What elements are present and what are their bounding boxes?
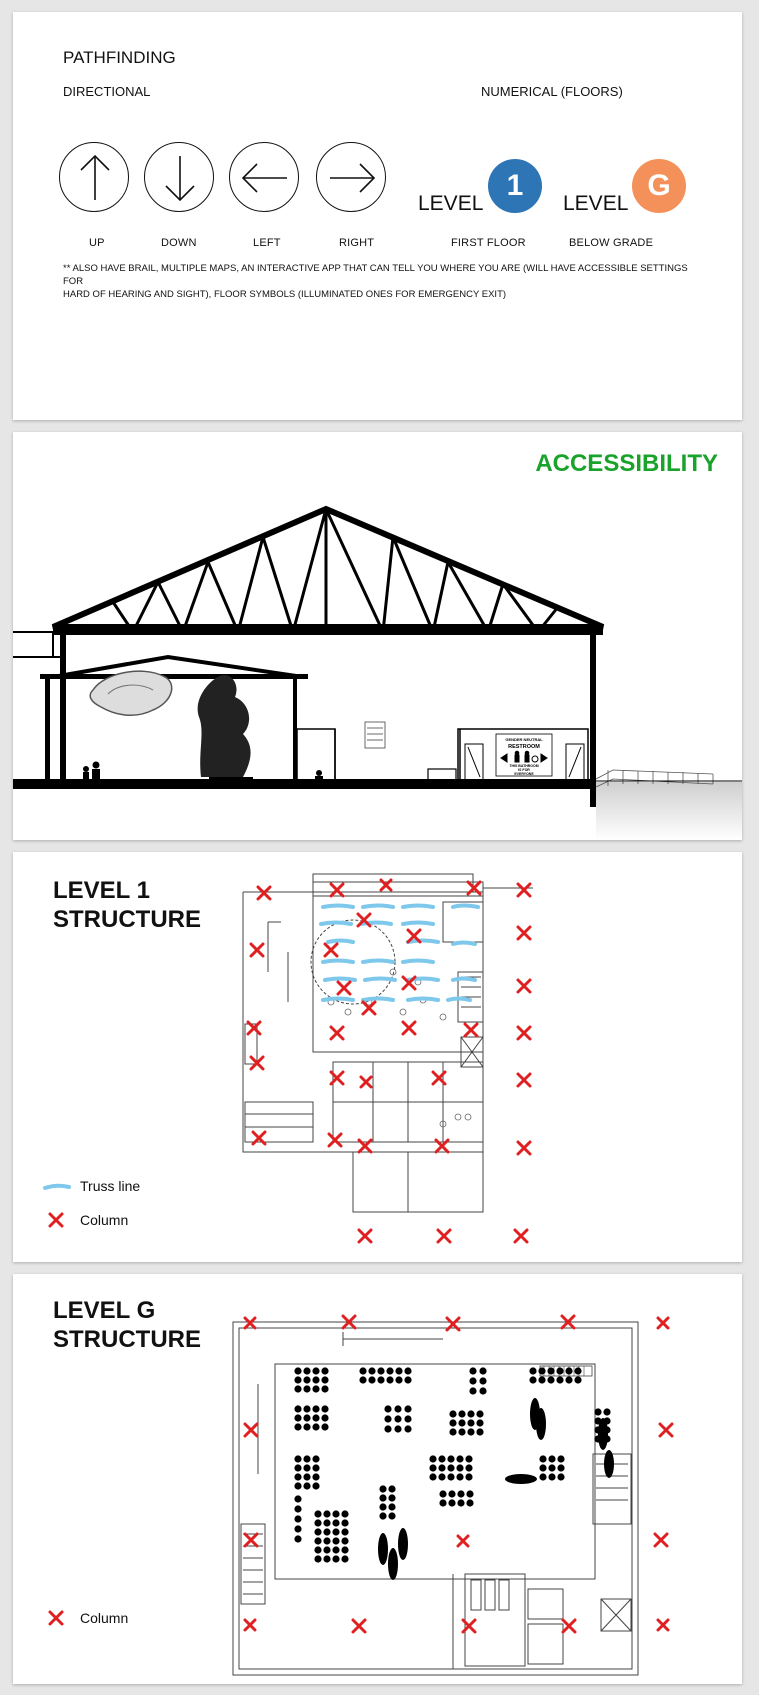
seat-dot <box>386 1367 393 1374</box>
seat-dot <box>465 1473 472 1480</box>
seat-dot <box>321 1405 328 1412</box>
seat-dot <box>321 1367 328 1374</box>
seat-dot <box>439 1490 446 1497</box>
slide-accessibility <box>13 432 742 840</box>
seat-dot <box>294 1473 301 1480</box>
seat-dot <box>341 1555 348 1562</box>
arrow-up-icon <box>59 142 129 212</box>
legend-column-label: Column <box>80 1212 129 1228</box>
seat-dot <box>539 1455 546 1462</box>
seat-dot <box>557 1473 564 1480</box>
seat-dot <box>538 1367 545 1374</box>
seat-dot <box>594 1408 601 1415</box>
seat-dot <box>294 1535 301 1542</box>
seat-dot <box>314 1555 321 1562</box>
seat-dot <box>456 1473 463 1480</box>
seat-dot <box>467 1419 474 1426</box>
seat-dot <box>314 1537 321 1544</box>
seat-dot <box>294 1505 301 1512</box>
seat-dot <box>323 1546 330 1553</box>
seat-dot <box>458 1419 465 1426</box>
seat-dot <box>404 1405 411 1412</box>
seat-dot <box>539 1473 546 1480</box>
seat-dot <box>294 1455 301 1462</box>
seat-dot <box>448 1499 455 1506</box>
level-word-g: LEVEL <box>563 192 629 215</box>
seat-dot <box>384 1425 391 1432</box>
seat-dot <box>439 1499 446 1506</box>
arrow-caption-right: RIGHT <box>339 237 375 249</box>
level-word-1: LEVEL <box>418 192 484 215</box>
seat-dot <box>557 1455 564 1462</box>
sign-line-2: RESTROOM <box>508 744 540 750</box>
seat-dot <box>547 1367 554 1374</box>
seat-dot <box>359 1376 366 1383</box>
arrow-caption-down: DOWN <box>161 237 197 249</box>
seat-dot <box>529 1376 536 1383</box>
seat-dot <box>565 1367 572 1374</box>
seat-dot <box>294 1405 301 1412</box>
sign-line-5: EVERYONE <box>514 772 534 776</box>
seat-dot <box>321 1385 328 1392</box>
seat-dot <box>312 1414 319 1421</box>
seat-dot <box>321 1414 328 1421</box>
seat-dot <box>466 1499 473 1506</box>
seat-dot <box>303 1405 310 1412</box>
seat-dot <box>332 1510 339 1517</box>
seat-dot <box>303 1473 310 1480</box>
sign-line-4: IS FOR <box>518 768 530 772</box>
seat-dot <box>341 1510 348 1517</box>
seat-dot <box>556 1367 563 1374</box>
seat-dot <box>359 1367 366 1374</box>
seat-dot <box>394 1425 401 1432</box>
seat-dot <box>469 1387 476 1394</box>
seat-dot <box>469 1377 476 1384</box>
seat-dot <box>456 1455 463 1462</box>
seat-dot <box>294 1464 301 1471</box>
seat-dot <box>312 1464 319 1471</box>
accessibility-title: ACCESSIBILITY <box>535 450 718 477</box>
seat-dot <box>476 1428 483 1435</box>
seat-dot <box>467 1410 474 1417</box>
seat-dot <box>323 1528 330 1535</box>
seat-dot <box>395 1376 402 1383</box>
level1-floor-plan <box>13 852 742 1262</box>
arrow-caption-left: LEFT <box>253 237 281 249</box>
seat-dot <box>377 1376 384 1383</box>
slide-title: PATHFINDING <box>63 48 176 67</box>
seat-dot <box>384 1405 391 1412</box>
seat-dot <box>404 1367 411 1374</box>
seat-dot <box>479 1367 486 1374</box>
seat-dot <box>314 1546 321 1553</box>
seat-dot <box>388 1512 395 1519</box>
seat-dot <box>379 1503 386 1510</box>
arrow-left-icon <box>229 142 299 212</box>
slide-levelg-structure <box>13 1274 742 1684</box>
seat-dot <box>449 1410 456 1417</box>
title-line-1: LEVEL 1 <box>53 877 150 904</box>
seat-dot <box>457 1499 464 1506</box>
seat-dot <box>323 1537 330 1544</box>
seat-dot <box>314 1519 321 1526</box>
seat-dot <box>449 1428 456 1435</box>
seat-dot <box>294 1482 301 1489</box>
seat-dot <box>332 1528 339 1535</box>
seat-dot <box>529 1367 536 1374</box>
column-legend-icon <box>50 1612 62 1624</box>
seat-dot <box>388 1494 395 1501</box>
directional-heading: DIRECTIONAL <box>63 84 151 99</box>
seat-dot <box>447 1473 454 1480</box>
seat-dot <box>557 1464 564 1471</box>
numerical-heading: NUMERICAL (FLOORS) <box>481 84 623 99</box>
seat-dot <box>341 1537 348 1544</box>
sign-line-3: THIS BATHROOM <box>509 764 539 768</box>
note-line-2: HARD OF HEARING AND SIGHT), FLOOR SYMBOLS (ILLUMINATED ONES FOR EMERGENCY EXIT) <box>63 289 507 300</box>
seat-dot <box>476 1410 483 1417</box>
seat-dot <box>312 1482 319 1489</box>
seat-dot <box>574 1376 581 1383</box>
seat-dot <box>394 1405 401 1412</box>
seat-dot <box>467 1428 474 1435</box>
seat-dot <box>548 1455 555 1462</box>
seat-dot <box>341 1528 348 1535</box>
seat-dot <box>466 1490 473 1497</box>
seat-dot <box>429 1473 436 1480</box>
seat-dot <box>323 1510 330 1517</box>
seat-dot <box>379 1512 386 1519</box>
arrow-right-icon <box>316 142 386 212</box>
seat-dot <box>456 1464 463 1471</box>
note-line-1: ** ALSO HAVE BRAIL, MULTIPLE MAPS, AN INTERACTIVE APP THAT CAN TELL YOU WHERE YOU ARE (WILL HAVE ACCESSIBLE SETTINGS FOR <box>63 263 688 287</box>
seat-dot <box>448 1490 455 1497</box>
seat-dot <box>469 1367 476 1374</box>
seat-dot <box>404 1425 411 1432</box>
seat-dot <box>458 1410 465 1417</box>
seat-dot <box>404 1376 411 1383</box>
seat-dot <box>303 1423 310 1430</box>
seat-dot <box>548 1473 555 1480</box>
seat-dot <box>565 1376 572 1383</box>
truss-legend-swatch <box>45 1186 69 1188</box>
seat-dot <box>438 1455 445 1462</box>
seat-dot <box>294 1495 301 1502</box>
seat-dot <box>447 1464 454 1471</box>
level-g-badge-icon: G <box>632 159 686 213</box>
seat-dot <box>465 1455 472 1462</box>
seat-dot <box>457 1490 464 1497</box>
seat-dot <box>388 1485 395 1492</box>
seat-dot <box>449 1419 456 1426</box>
title-line-2: STRUCTURE <box>53 906 201 933</box>
seat-dot <box>332 1546 339 1553</box>
seat-dot <box>341 1546 348 1553</box>
accessibility-note <box>63 262 703 301</box>
seat-dot <box>303 1414 310 1421</box>
seat-dot <box>386 1376 393 1383</box>
slide-level1-structure <box>13 852 742 1262</box>
seat-dot <box>332 1537 339 1544</box>
column-legend-icon <box>50 1214 62 1226</box>
seat-dot <box>479 1387 486 1394</box>
seat-dot <box>368 1367 375 1374</box>
building-section-drawing <box>13 432 742 840</box>
seat-dot <box>323 1519 330 1526</box>
seat-dot <box>429 1455 436 1462</box>
seat-dot <box>312 1455 319 1462</box>
seat-dot <box>395 1367 402 1374</box>
seat-dot <box>538 1376 545 1383</box>
title-line-1: LEVEL G <box>53 1297 156 1324</box>
seat-dot <box>323 1555 330 1562</box>
seat-dot <box>303 1376 310 1383</box>
seat-dot <box>465 1464 472 1471</box>
seat-dot <box>312 1423 319 1430</box>
seat-dot <box>447 1455 454 1462</box>
seat-dot <box>294 1423 301 1430</box>
seat-dot <box>303 1455 310 1462</box>
seat-dot <box>429 1464 436 1471</box>
seat-dot <box>388 1503 395 1510</box>
seat-dot <box>379 1494 386 1501</box>
seat-dot <box>438 1473 445 1480</box>
seat-dot <box>294 1376 301 1383</box>
sign-line-1: GENDER NEUTRAL <box>505 737 543 742</box>
seat-dot <box>294 1385 301 1392</box>
seat-dot <box>303 1385 310 1392</box>
seat-dot <box>394 1415 401 1422</box>
slide-pathfinding <box>13 12 742 420</box>
seat-dot <box>476 1419 483 1426</box>
level-caption-first: FIRST FLOOR <box>451 237 526 249</box>
seat-dot <box>294 1414 301 1421</box>
seat-dot <box>312 1376 319 1383</box>
seat-dot <box>548 1464 555 1471</box>
seat-dot <box>574 1367 581 1374</box>
seat-dot <box>303 1464 310 1471</box>
seat-dot <box>377 1367 384 1374</box>
seat-dot <box>314 1528 321 1535</box>
seat-dot <box>379 1485 386 1492</box>
seat-dot <box>321 1376 328 1383</box>
legend-truss-label: Truss line <box>80 1178 141 1194</box>
seat-dot <box>384 1415 391 1422</box>
seat-dot <box>314 1510 321 1517</box>
seat-dot <box>547 1376 554 1383</box>
seat-dot <box>312 1405 319 1412</box>
seat-dot <box>556 1376 563 1383</box>
arrow-caption-up: UP <box>89 237 105 249</box>
arrow-down-icon <box>144 142 214 212</box>
seat-dot <box>303 1367 310 1374</box>
seat-dot <box>312 1367 319 1374</box>
seat-dot <box>341 1519 348 1526</box>
seat-dot <box>332 1519 339 1526</box>
seat-dot <box>368 1376 375 1383</box>
legend-column-label: Column <box>80 1610 129 1626</box>
seat-dot <box>438 1464 445 1471</box>
seat-dot <box>294 1525 301 1532</box>
seat-dot <box>294 1367 301 1374</box>
seat-dot <box>539 1464 546 1471</box>
seat-dot <box>294 1515 301 1522</box>
seat-dot <box>404 1415 411 1422</box>
seat-dot <box>312 1385 319 1392</box>
title-line-2: STRUCTURE <box>53 1326 201 1353</box>
seat-dot <box>458 1428 465 1435</box>
seat-dot <box>603 1408 610 1415</box>
seat-dot <box>479 1377 486 1384</box>
level-1-badge-icon: 1 <box>488 159 542 213</box>
seat-dot <box>303 1482 310 1489</box>
seat-dot <box>312 1473 319 1480</box>
seat-dot <box>321 1423 328 1430</box>
seat-dot <box>332 1555 339 1562</box>
level-caption-below: BELOW GRADE <box>569 237 654 249</box>
